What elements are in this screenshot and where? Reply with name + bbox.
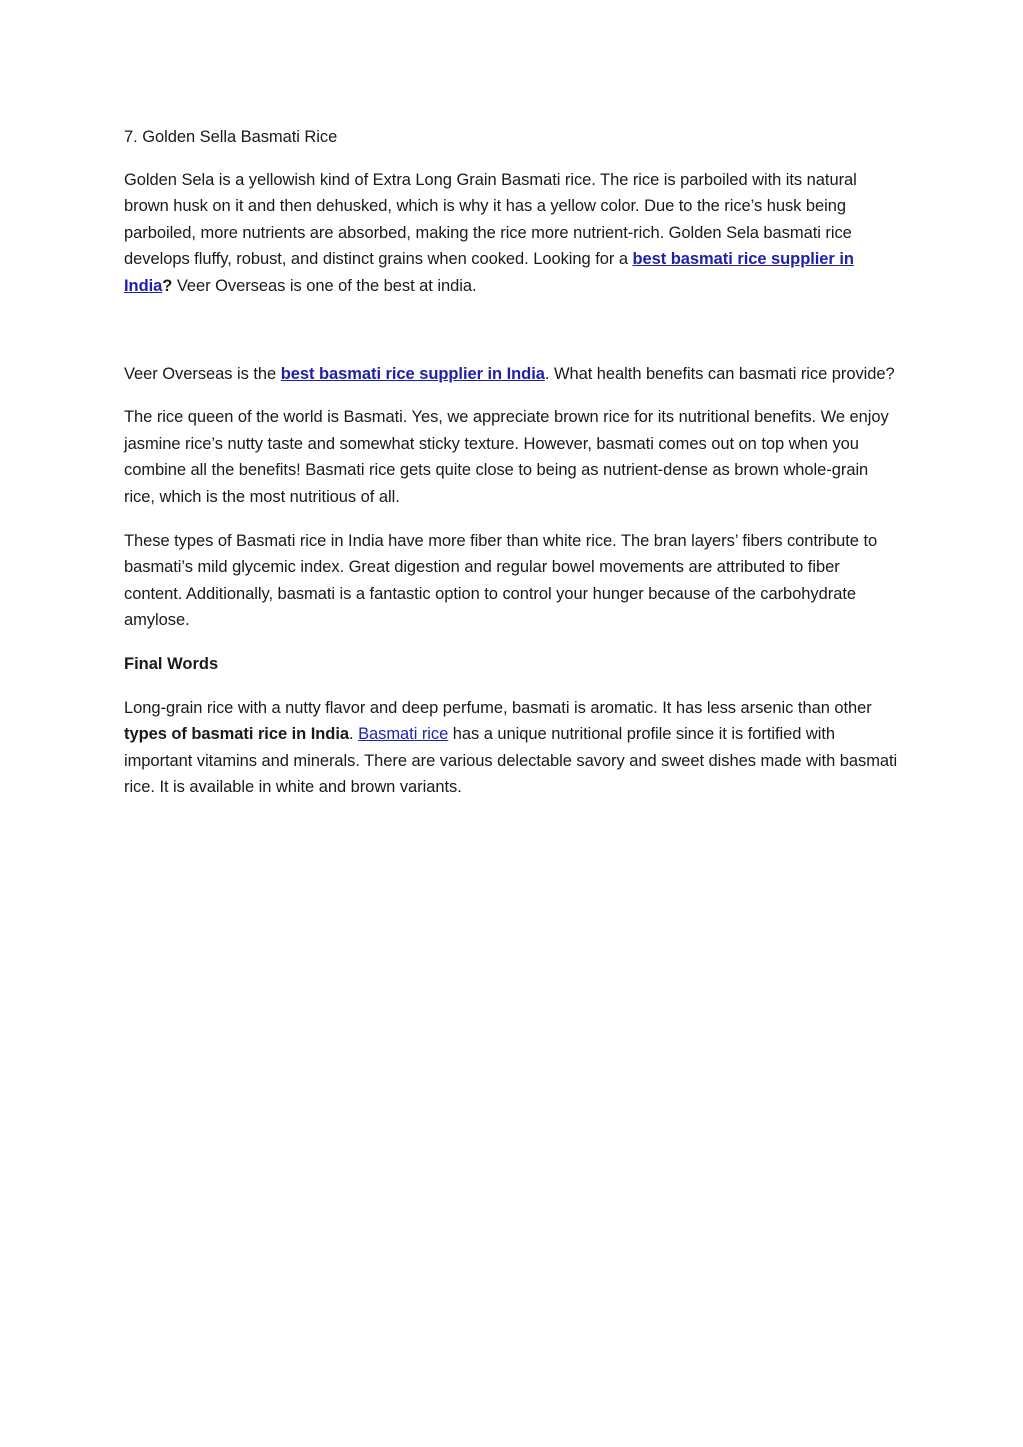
- final-text-sep: .: [348, 725, 359, 744]
- document-page: [124, 124, 902, 818]
- section-heading: 7. Golden Sella Basmati Rice: [124, 128, 338, 146]
- final-words-heading: Final Words: [124, 654, 219, 673]
- veer-text-end: . What health benefits can basmati rice provide?: [544, 364, 895, 383]
- golden-sella-paragraph: [124, 167, 902, 300]
- veer-text: Veer Overseas is the: [124, 364, 281, 383]
- final-text-end: has a unique nutritional profile since it is fortified with important vitamins and minerals. There are various delectable savory and sweet dishes made with basmati rice. It is available in white and brown variants.: [124, 725, 898, 797]
- fiber-paragraph: These types of Basmati rice in India have more fiber than white rice. The bran layers’ fibers contribute to basmati’s mild glycemic index. Great digestion and regular bowel movements are attributed to fiber content. Additionally, basmati is a fantastic option to control your hunger because of the carbohydrate amylose.: [124, 531, 878, 630]
- best-supplier-link[interactable]: best basmati rice supplier in India: [124, 250, 854, 295]
- best-supplier-link-2[interactable]: best basmati rice supplier in India: [280, 364, 545, 383]
- rice-queen-paragraph: The rice queen of the world is Basmati. Yes, we appreciate brown rice for its nutritional benefits. We enjoy jasmine rice’s nutty taste and somewhat sticky texture. However, basmati comes out on top when you combine all the benefits! Basmati rice gets quite close to being as nutrient-dense as brown whole-grain rice, which is the most nutritious of all.: [124, 408, 889, 506]
- types-bold-text: types of basmati rice in India: [124, 725, 349, 744]
- veer-overseas-paragraph: [124, 361, 902, 388]
- final-text: Long-grain rice with a nutty flavor and deep perfume, basmati is aromatic. It has less arsenic than other: [124, 698, 872, 717]
- golden-sella-text: Golden Sela is a yellowish kind of Extra Long Grain Basmati rice. The rice is parboiled with its natural brown husk on it and then dehusked, which is why it has a yellow color. Due to the rice’s husk being parboiled, more nutrients are absorbed, making the rice more nutrient-rich. Golden Sela basmati rice develops fluffy, robust, and distinct grains when cooked. Looking for a: [124, 170, 857, 269]
- blank-gap: [124, 317, 902, 361]
- final-words-paragraph: [124, 695, 902, 801]
- basmati-rice-link[interactable]: Basmati rice: [358, 725, 449, 744]
- question-mark: ?: [162, 276, 173, 295]
- golden-sella-text-end: Veer Overseas is one of the best at india.: [172, 276, 477, 295]
